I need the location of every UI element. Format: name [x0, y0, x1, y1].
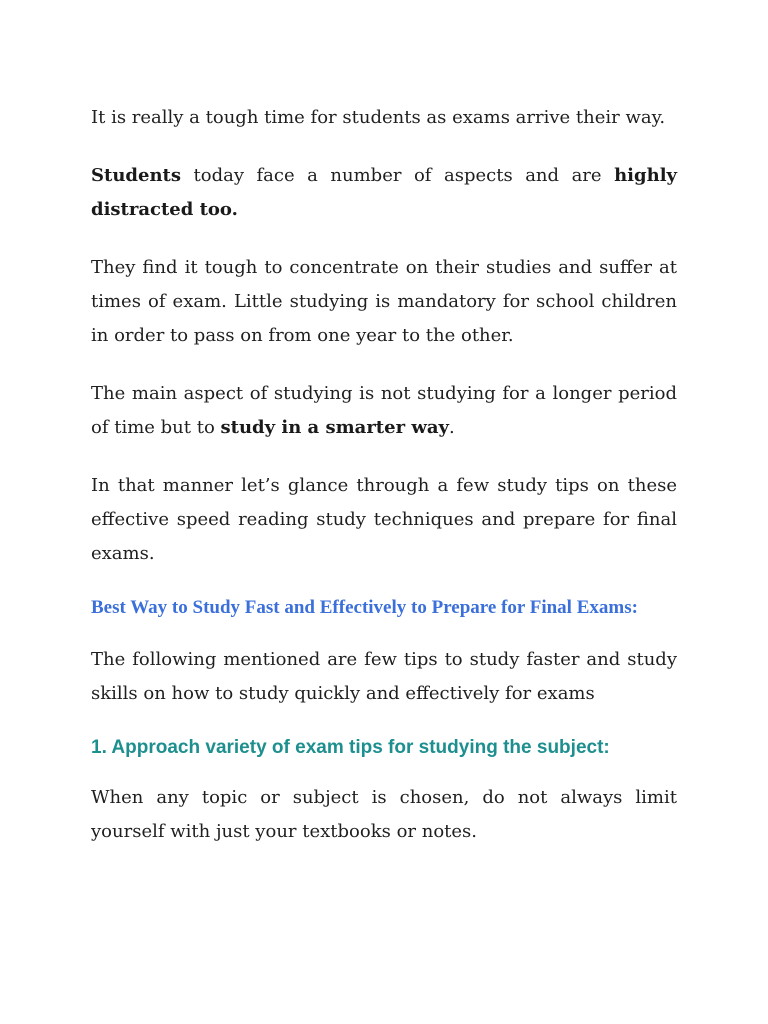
paragraph-intro: It is really a tough time for students as exams arrive their way. — [91, 107, 666, 128]
section-heading-best-way: Best Way to Study Fast and Effectively to Prepare for Final Exams: — [91, 597, 638, 618]
paragraph-topic-chosen: When any topic or subject is chosen, do not always limit yourself with just your textbooks or notes. — [91, 787, 677, 842]
students-text: today face a number of aspects and are — [180, 165, 615, 186]
bold-students: Students — [91, 165, 181, 186]
subheading-approach-variety: 1. Approach variety of exam tips for studying the subject: — [91, 737, 610, 758]
bold-distracted: highly distracted too. — [91, 165, 677, 220]
paragraph-concentrate: They find it tough to concentrate on their studies and suffer at times of exam. Little studying is mandatory for school children in order to pass on from one year to the other. — [91, 257, 677, 346]
main-aspect-text: The main aspect of studying is not studying for a longer period of time but to — [91, 383, 677, 438]
paragraph-main-aspect — [91, 377, 677, 445]
bold-smarter-way: study in a smarter way — [220, 417, 449, 438]
paragraph-study-tips: In that manner let’s glance through a few study tips on these effective speed reading study techniques and prepare for final exams. — [91, 475, 677, 564]
main-aspect-period: . — [448, 417, 455, 438]
paragraph-students — [91, 159, 677, 227]
document-page — [91, 101, 677, 873]
paragraph-following-tips: The following mentioned are few tips to study faster and study skills on how to study quickly and effectively for exams — [91, 649, 677, 704]
